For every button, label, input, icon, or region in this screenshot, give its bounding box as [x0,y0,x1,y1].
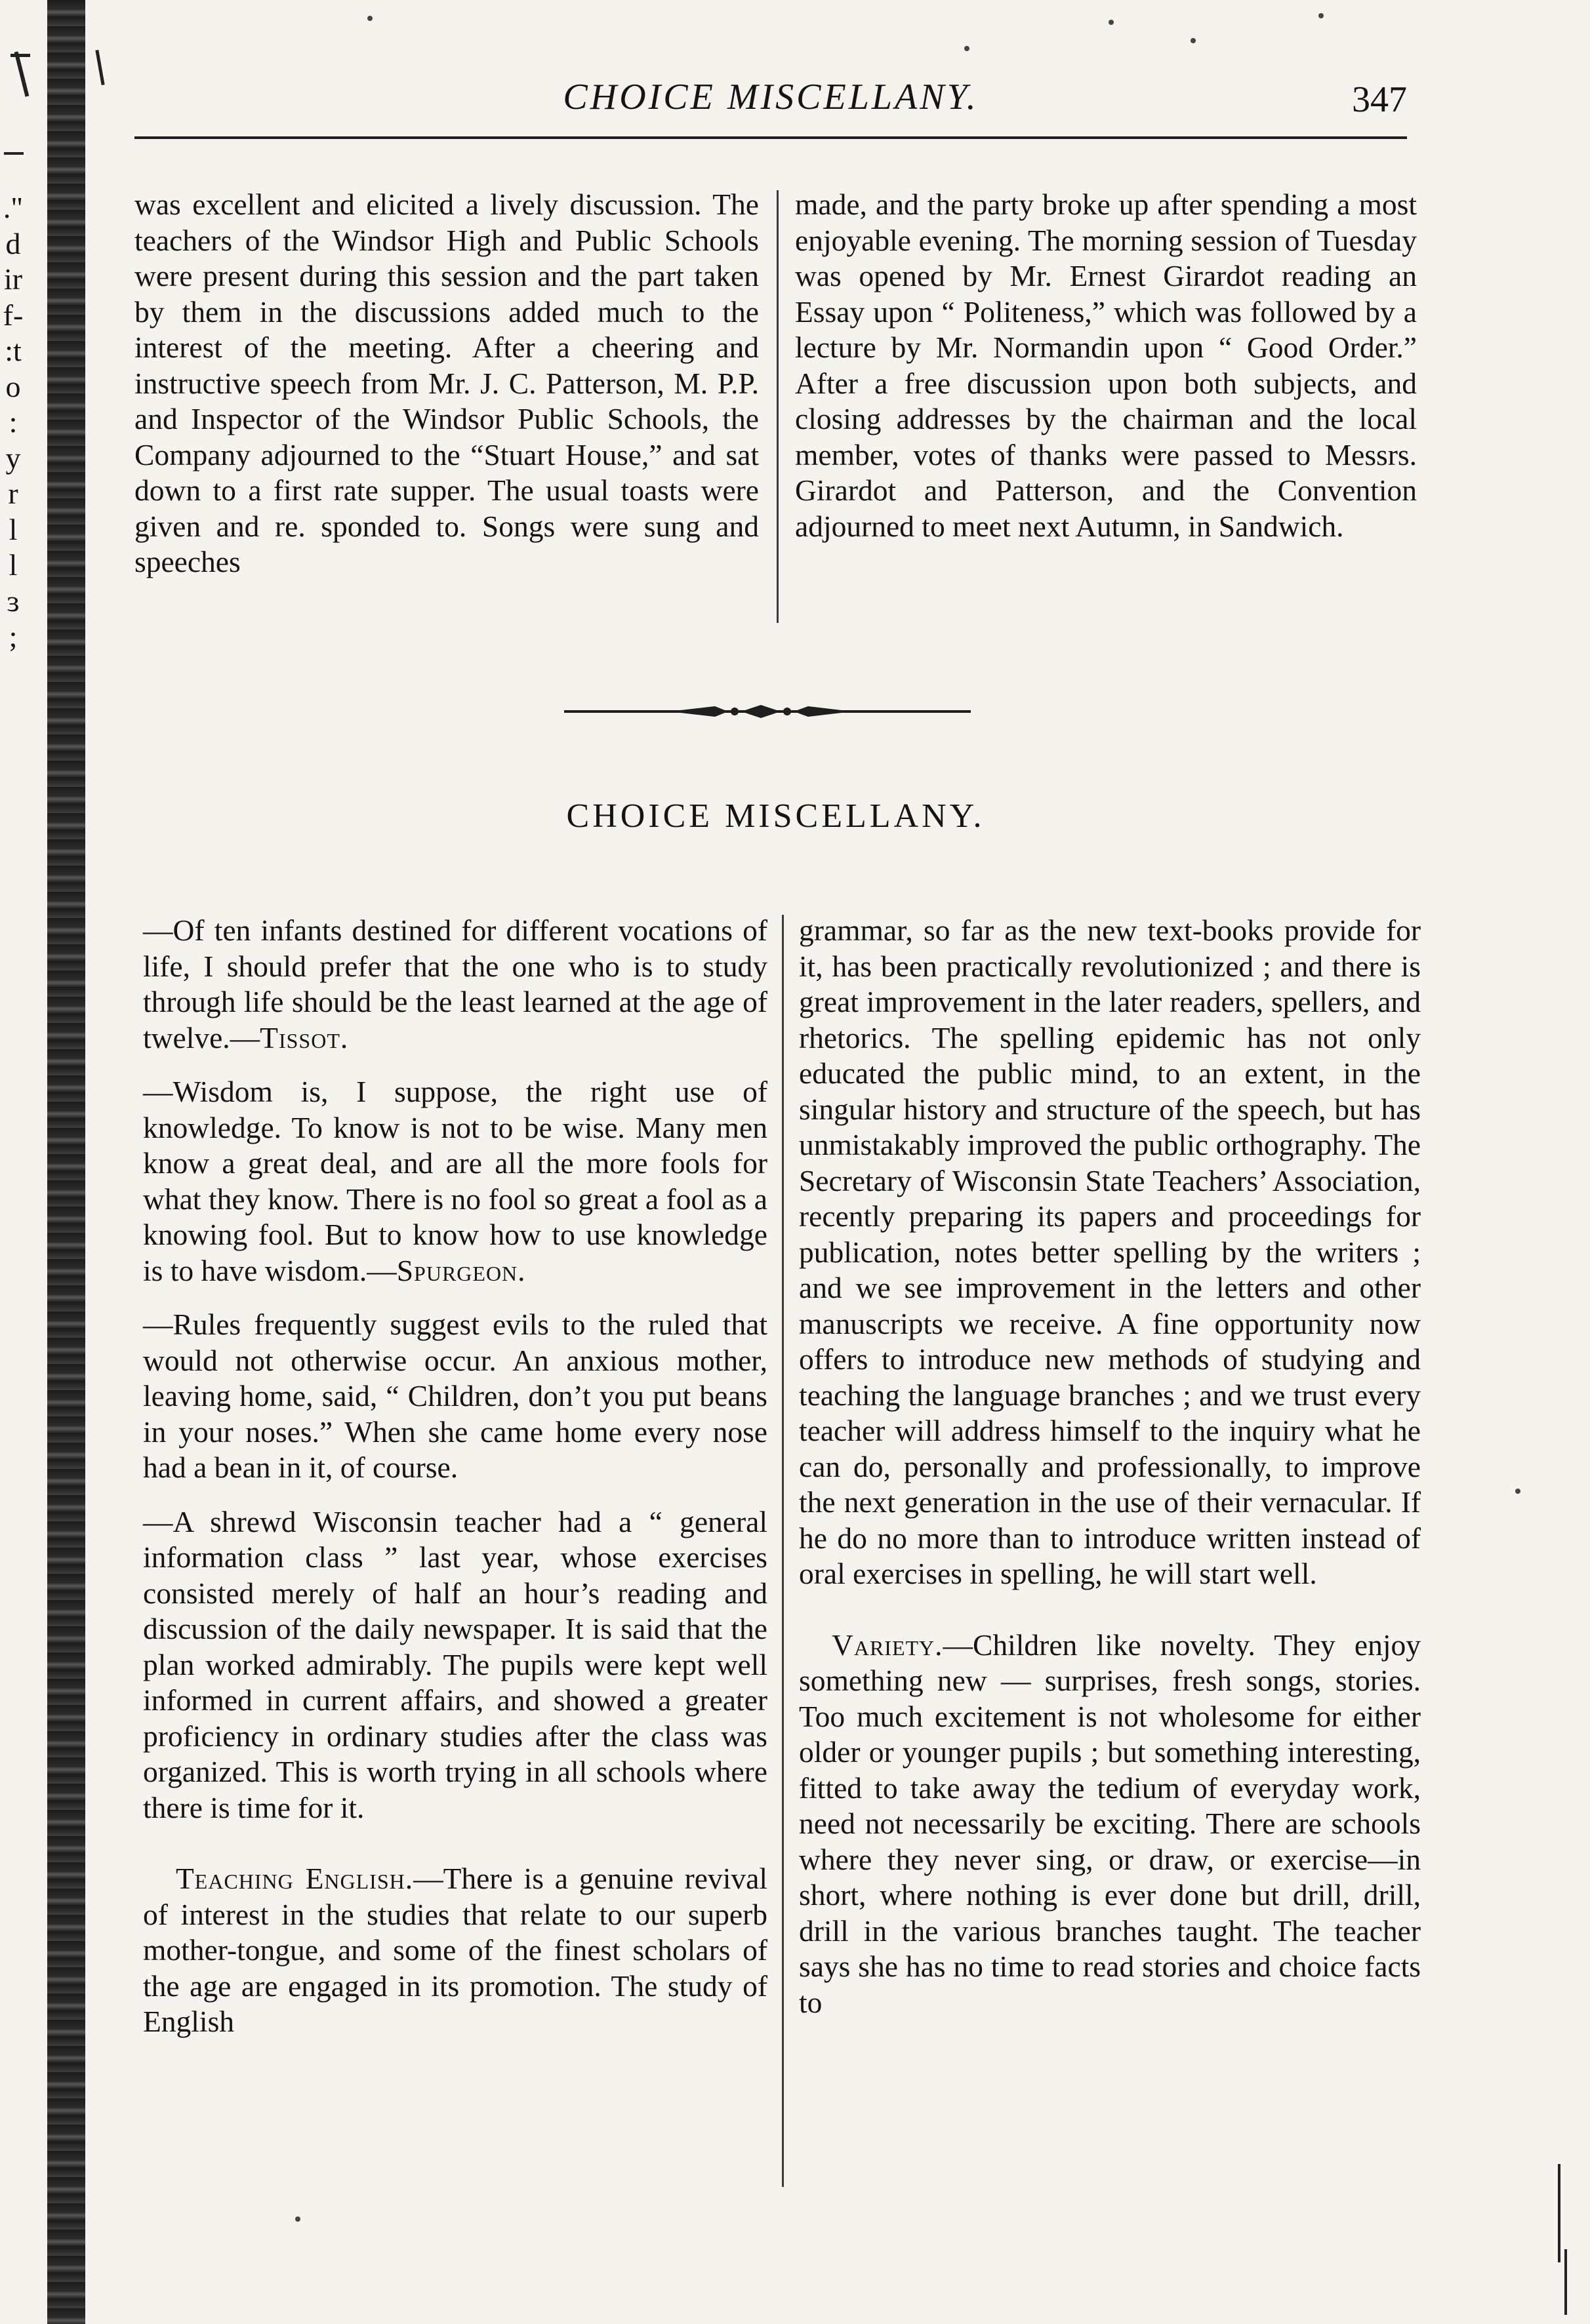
margin-char: d [5,226,21,260]
speck [1318,13,1324,18]
edge-mark [1564,2249,1567,2315]
section-title: CHOICE MISCELLANY. [566,797,985,835]
paragraph-rules: —Rules frequently suggest evils to the ruled that would not otherwise occur. An anxious mother, leaving home, said, “ Children, don’t you put beans in your noses.” When she came home every nose had a bean in it, of course. [143,1308,767,1484]
margin-char: l [9,548,18,582]
page-number: 347 [1352,79,1407,120]
margin-mark-2 [10,54,30,57]
speck [367,16,373,21]
left-column [143,913,767,2040]
margin-mark-1 [14,51,30,96]
margin-mark-3 [95,50,104,85]
paragraph-teaching-english [143,1861,767,2040]
heading-variety: Variety. [832,1628,943,1662]
margin-char: ; [9,620,18,653]
edge-mark [1558,2164,1560,2262]
top-left-column [134,187,759,580]
paragraph-tissot [143,913,767,1056]
top-right-text: made, and the party broke up after spending a most enjoyable evening. The morning session of Tuesday was opened by Mr. Ernest Girardot reading an Essay upon “ Politeness,” which was followed by a lecture by Mr. Normandin upon “ Good Order.” After a free discussion upon both subjects, and closing addresses by the chairman and the local member, votes of thanks were passed to Messrs. Girardot and Patterson, and the Convention adjourned to meet next Autumn, in Sandwich. [795,188,1417,543]
author-spurgeon: Spurgeon. [396,1253,526,1287]
speck [1191,38,1196,43]
margin-char: f- [3,298,24,332]
author-tissot: Tissot. [260,1020,349,1054]
margin-char: : [9,405,18,439]
margin-dash [4,152,24,155]
margin-char: l [9,512,18,546]
margin-char: ir [3,262,23,296]
heading-teaching-english: Teaching English. [176,1862,414,1895]
paragraph-wisconsin-teacher: —A shrewd Wisconsin teacher had a “ general information class ” last year, whose exercises consisted merely of half an hour’s reading and discussion of the daily newspaper. It is said that the plan worked admirably. The pupils were kept well informed in current affairs, and showed a greater proficiency in ordinary studies after the class was organized. This is worth trying in all schools where there is time for it. [143,1504,767,1824]
margin-char: :t [5,334,22,367]
top-column-divider [777,190,779,623]
paragraph-text: —Of ten infants destined for different vocations of life, I should prefer that the one who is to study through life should be the least learned at the age of twelve.— [143,913,767,1054]
margin-characters [0,190,26,655]
speck [1515,1489,1520,1494]
margin-char: r [8,477,18,510]
paragraph-text: —Wisdom is, I suppose, the right use of knowledge. To know is not to be wise. Many men know a great deal, and are all the more fools for what they know. There is no fool so great a fool as a knowing fool. But to know how to use knowledge is to have wisdom.— [143,1075,767,1287]
speck [295,2216,300,2222]
paragraph-spurgeon [143,1074,767,1289]
column-divider [782,915,784,2187]
paragraph-text: —Children like novelty. They enjoy something new — surprises, fresh songs, stories. Too much excitement is not wholesome for either older or younger pupils ; but something interesting, fitted to take away the tedium of everyday work, need not necessarily be exciting. There are schools where they never sing, or draw, or exercise—in short, where nothing is ever done but drill, drill, drill in the various branches taught. The teacher says she has no time to read stories and choice facts to [799,1628,1421,2019]
running-title: CHOICE MISCELLANY. [563,77,979,117]
right-column [799,913,1421,2020]
margin-char: o [5,369,21,403]
margin-char: ɜ [7,584,20,618]
paragraph-english-continued: grammar, so far as the new text-books provide for it, has been practically revolutionized ; and there is great improvement in the later readers, spellers, and rhetorics. The spelling epidemic has not only educated the public mind, to an extent, in the singular history and structure of the speech, but has unmistakably improved the public orthography. The Secretary of Wisconsin State Teachers’ Association, recently preparing its papers and proceedings for publication, notes better spelling by the writers ; and we see improvement in the letters and other manuscripts we receive. A fine opportunity now offers to introduce new methods of studying and teaching the language branches ; and we trust every teacher will address himself to the inquiry what he can do, personally and professionally, to improve the next generation in the use of their vernacular. If he do no more than to introduce written instead of oral exercises in spelling, he will start well. [799,913,1421,1590]
page-binding-edge [47,0,85,2324]
top-left-text: was excellent and elicited a lively discussion. The teachers of the Windsor High and Public Schools were present during this session and the part taken by them in the discussions added much to the interest of the meeting. After a cheering and instructive speech from Mr. J. C. Patterson, M. P.P. and Inspector of the Windsor Public Schools, the Company adjourned to the “Stuart House,” and sat down to a first rate supper. The usual toasts were given and re. sponded to. Songs were sung and speeches [134,188,759,578]
ornamental-rule [564,698,971,725]
speck [964,46,969,51]
top-right-column [795,187,1417,544]
margin-char: y [5,441,21,475]
running-header [134,64,1407,139]
paragraph-variety [799,1628,1421,2021]
paragraph-text: —There is a genuine revival of interest in the studies that relate to our superb mother-tongue, and some of the finest scholars of the age are engaged in its promotion. The study of English [143,1862,767,2038]
margin-char: ." [3,191,24,224]
speck [1109,20,1114,25]
